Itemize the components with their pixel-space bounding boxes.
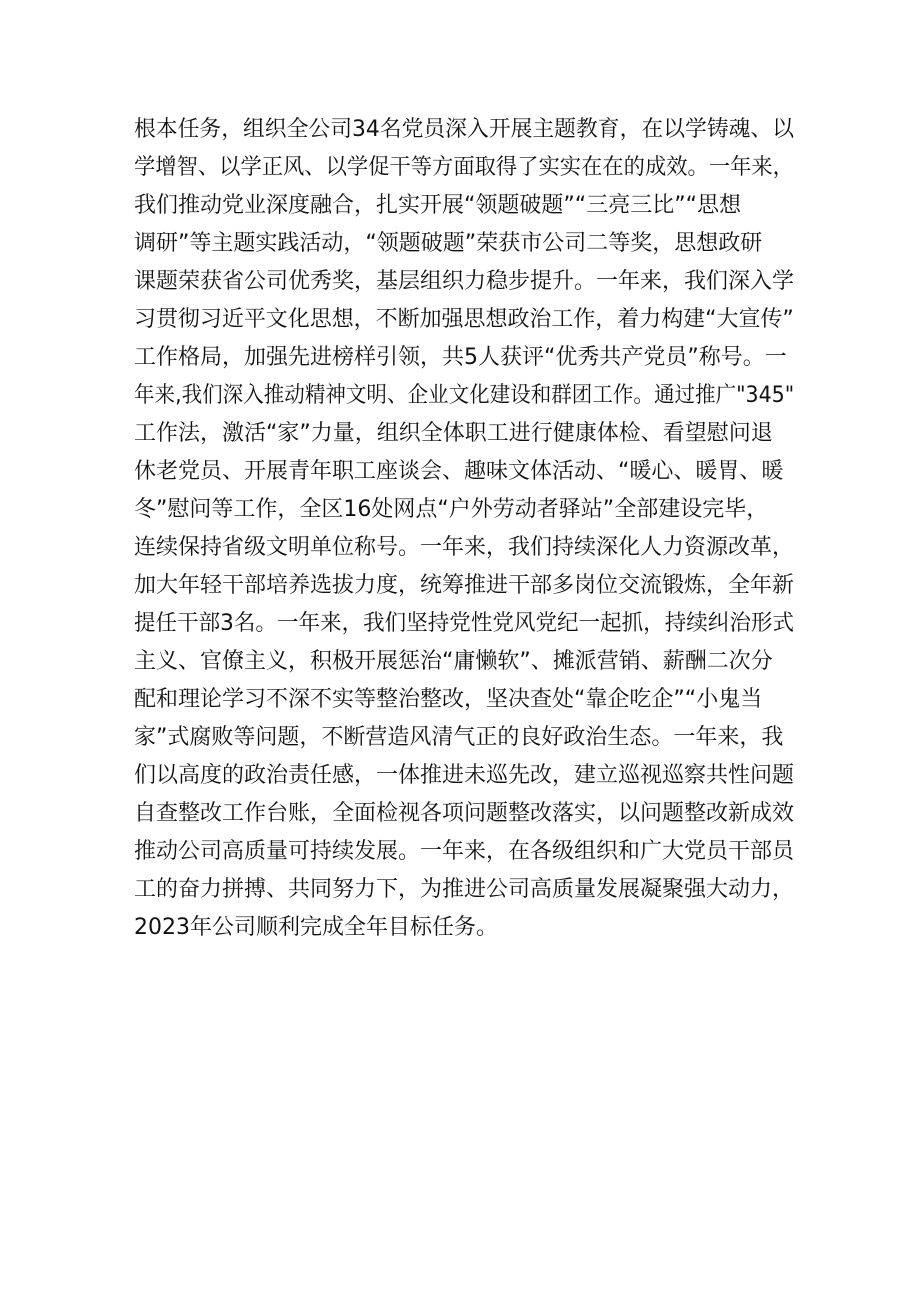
text-line: 课题荣获省公司优秀奖，基层组织力稳步提升。一年来，我们深入学 [134,269,795,294]
text-line: 调研”等主题实践活动，“领题破题”荣获市公司二等奖，思想政研 [134,231,763,256]
text-line: 主义、官僚主义，积极开展惩治“庸懒软”、摊派营销、薪酬二次分 [134,649,773,674]
text-line: 冬”慰问等工作，全区16处网点“户外劳动者驿站”全部建设完毕， [134,497,769,522]
text-line: 提任干部3名。一年来，我们坚持党性党风党纪一起抓，持续纠治形式 [134,611,794,636]
text-line: 工作法，激活“家”力量，组织全体职工进行健康体检、看望慰问退 [134,421,773,446]
text-line: 工的奋力拼搏、共同努力下，为推进公司高质量发展凝聚强大动力， [134,877,795,902]
text-line: 家”式腐败等问题，不断营造风清气正的良好政治生态。一年来，我 [134,725,784,750]
text-line: 习贯彻习近平文化思想，不断加强思想政治工作，着力构建“大宣传” [134,307,794,332]
body-paragraph [134,111,794,947]
text-line: 2023年公司顺利完成全年目标任务。 [134,915,498,940]
text-line: 学增智、以学正风、以学促干等方面取得了实实在在的成效。一年来， [134,155,794,180]
text-line: 推动公司高质量可持续发展。一年来，在各级组织和广大党员干部员 [134,839,795,864]
text-line: 年来,我们深入推动精神文明、企业文化建设和群团工作。通过推广"345" [134,383,795,408]
text-line: 自查整改工作台账，全面检视各项问题整改落实，以问题整改新成效 [134,801,795,826]
text-line: 连续保持省级文明单位称号。一年来，我们持续深化人力资源改革， [134,535,795,560]
text-line: 我们推动党业深度融合，扎实开展“领题破题”“三亮三比”“思想 [134,193,741,218]
text-line: 们以高度的政治责任感，一体推进未巡先改，建立巡视巡察共性问题 [134,763,795,788]
text-line: 加大年轻干部培养选拔力度，统筹推进干部多岗位交流锻炼，全年新 [134,573,795,598]
text-line: 根本任务，组织全公司34名党员深入开展主题教育，在以学铸魂、以 [134,117,795,142]
text-line: 配和理论学习不深不实等整治整改，坚决查处“靠企吃企”“小鬼当 [134,687,763,712]
text-line: 休老党员、开展青年职工座谈会、趣味文体活动、“暖心、暖胃、暖 [134,459,784,484]
text-line: 工作格局，加强先进榜样引领，共5人获评“优秀共产党员”称号。一 [134,345,787,370]
